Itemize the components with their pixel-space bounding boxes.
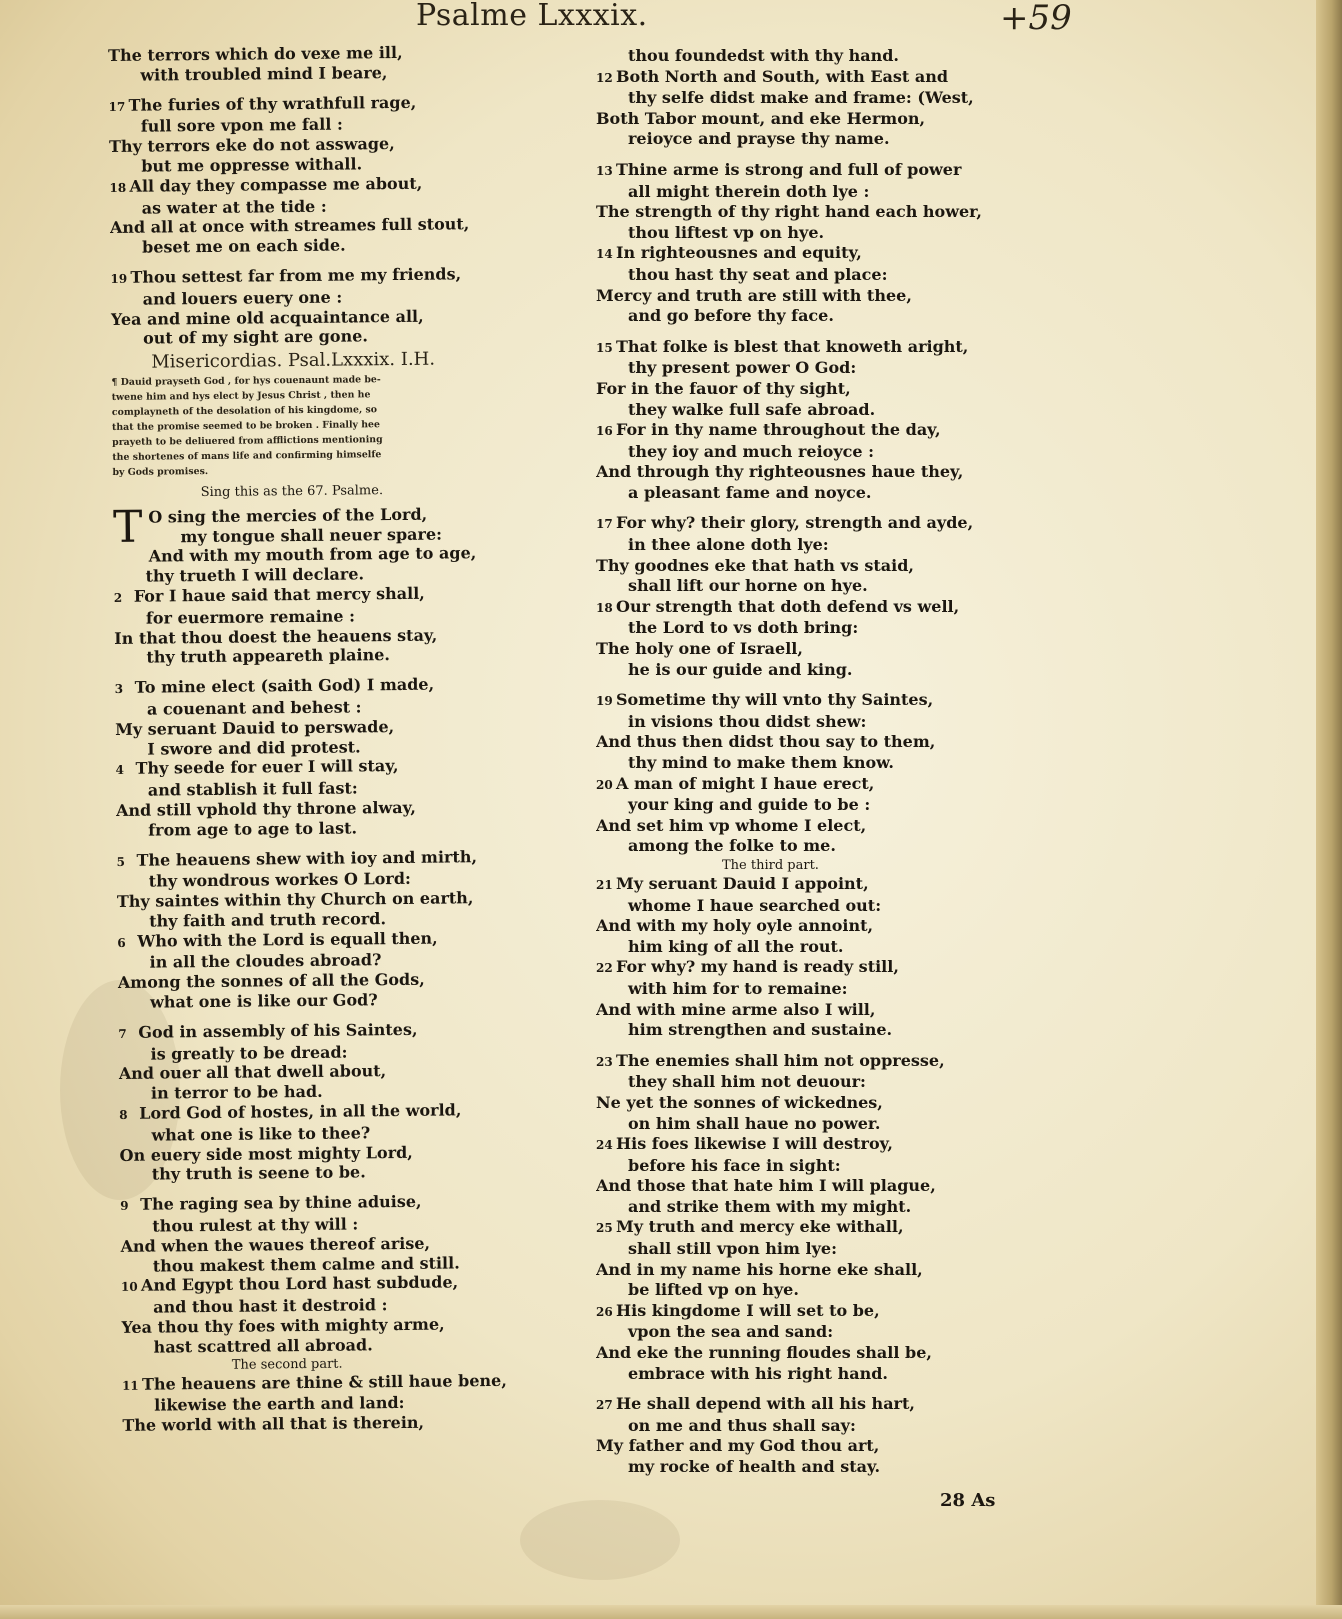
running-title: Psalme Lxxxix. (416, 0, 648, 33)
verse-text: O sing the mercies of the Lord, (148, 504, 428, 527)
drop-capital: T (112, 501, 143, 553)
verse-number: 21 (596, 877, 613, 892)
text-line: Yea and mine old acquaintance all, (110, 306, 424, 329)
text-line: Mercy and truth are still with thee, (596, 285, 912, 305)
text-line: On euery side most mighty Lord, (119, 1142, 413, 1165)
text-line: on me and thus shall say: (628, 1415, 856, 1435)
verse-number: 14 (596, 247, 613, 262)
verse-number: 6 (117, 935, 126, 950)
argument-line: the shortenes of mans life and confirming himselfe (112, 449, 382, 463)
text-line: before his face in sight: (628, 1155, 841, 1175)
text-line: my rocke of health and stay. (628, 1457, 881, 1476)
text-line: thy present power O God: (628, 358, 857, 378)
text-line: For in the fauor of thy sight, (596, 378, 851, 398)
verse-text: In righteousnes and equity, (616, 243, 862, 263)
text-line: thy mind to make them know. (628, 753, 894, 772)
text-line: with troubled mind I beare, (140, 62, 388, 85)
page-header (0, 0, 1342, 40)
text-line: my tongue shall neuer spare: (180, 524, 443, 546)
text-line: And thus then didst thou say to them, (596, 732, 936, 752)
text-line: And set him vp whome I elect, (596, 815, 867, 835)
text-line: him king of all the rout. (628, 936, 844, 956)
text-line: in visions thou didst shew: (628, 711, 867, 731)
verse-text: A man of might I haue erect, (616, 773, 875, 793)
text-line: The strength of thy right hand each hower, (596, 202, 982, 222)
argument-line: by Gods promises. (112, 465, 209, 478)
text-line: be lifted vp on hye. (628, 1280, 799, 1300)
argument-line: complayneth of the desolation of his kingdome, so (111, 404, 378, 418)
verse-number: 8 (119, 1107, 128, 1123)
argument-line: prayeth to be deliuered from afflictions mentioning (112, 434, 383, 448)
verse-text: All day they compasse me about, (129, 173, 423, 196)
part-heading: The second part. (231, 1356, 343, 1373)
catchword: 28 As (940, 1490, 996, 1511)
text-line: your king and guide to be : (628, 795, 871, 815)
verse-text: His kingdome I will set to be, (616, 1300, 880, 1320)
text-line: he is our guide and king. (628, 659, 853, 679)
text-line: they ioy and much reioyce : (628, 441, 875, 461)
text-line: And when the waues thereof arise, (120, 1233, 431, 1256)
text-line: thou makest them calme and still. (152, 1253, 460, 1276)
argument-line: that the promise seemed to be broken . Finally hee (111, 419, 381, 433)
verse-number: 5 (116, 854, 125, 869)
text-line: but me oppresse withall. (141, 154, 363, 176)
text-line: Thy goodnes eke that hath vs staid, (596, 555, 914, 575)
text-line: all might therein doth lye : (628, 181, 870, 201)
verse-number: 25 (596, 1221, 613, 1236)
verse-text: God in assembly of his Saintes, (138, 1019, 418, 1042)
text-line: Ne yet the sonnes of wickednes, (596, 1092, 883, 1112)
verse-text: He shall depend with all his hart, (616, 1394, 915, 1414)
text-line: and go before thy face. (628, 306, 834, 326)
text-line: the Lord to vs doth bring: (628, 618, 859, 638)
text-line: Thy terrors eke do not asswage, (108, 134, 395, 157)
text-line: And with mine arme also I will, (596, 999, 876, 1019)
text-line: thy trueth I will declare. (145, 564, 365, 586)
verse-text: The enemies shall him not oppresse, (616, 1050, 945, 1070)
argument-line: twene him and hys elect by Jesus Christ , then he (111, 389, 371, 403)
verse-text: My truth and mercy eke withall, (616, 1217, 904, 1237)
paper-stain (520, 1500, 680, 1580)
text-line: vpon the sea and sand: (628, 1322, 834, 1342)
stanza-gap (596, 1041, 1056, 1051)
verse-number: 15 (596, 340, 613, 355)
part-heading: The third part. (722, 857, 819, 873)
text-line: thou foundedst with thy hand. (628, 46, 899, 65)
text-line: and strike them with my might. (628, 1196, 912, 1216)
text-line: thy selfe didst make and frame: (West, (628, 88, 974, 108)
text-line: on him shall haue no power. (628, 1113, 881, 1133)
verse-line (596, 874, 1056, 896)
text-line: And in my name his horne eke shall, (596, 1259, 923, 1279)
folio-number: +59 (1000, 0, 1072, 38)
text-line: for euermore remaine : (145, 606, 356, 628)
verse-line (596, 1301, 1056, 1323)
text-line: thy truth appeareth plaine. (146, 645, 391, 667)
verse-number: 3 (114, 682, 124, 697)
verse-text: Thou settest far from me my friends, (130, 264, 462, 287)
verse-number: 24 (596, 1138, 613, 1153)
verse-line (119, 1100, 519, 1126)
text-line: they shall him not deuour: (628, 1072, 866, 1092)
text-line: thou liftest vp on hye. (628, 222, 825, 242)
verse-line (116, 846, 516, 872)
text-line: My father and my God thou art, (596, 1436, 880, 1456)
verse-text: Thy seede for euer I will stay, (135, 756, 399, 779)
tune-direction: Sing this as the 67. Psalme. (200, 483, 384, 501)
verse-text: Our strength that doth defend vs well, (616, 596, 960, 616)
verse-text: Lord God of hostes, in all the world, (139, 1100, 462, 1123)
text-line: embrace with his right hand. (628, 1363, 888, 1383)
text-line: and stablish it full fast: (147, 778, 358, 800)
verse-text: The heauens shew with ioy and mirth, (136, 846, 478, 870)
verse-line (596, 957, 1056, 979)
verse-line (596, 774, 1056, 796)
text-line: as water at the tide : (141, 196, 327, 218)
text-line: shall lift our horne on hye. (628, 576, 868, 596)
verse-number: 16 (596, 424, 613, 439)
stanza-gap (596, 1384, 1056, 1394)
text-line: thy truth is seene to be. (151, 1162, 366, 1185)
verse-text: And Egypt thou Lord hast subdude, (140, 1272, 459, 1296)
verse-number: 18 (109, 180, 127, 195)
text-line: Both Tabor mount, and eke Hermon, (596, 108, 926, 128)
verse-text: His foes likewise I will destroy, (616, 1134, 893, 1154)
text-line: what one is like to thee? (151, 1123, 371, 1145)
verse-number: 4 (115, 763, 125, 778)
text-line: And those that hate him I will plague, (596, 1176, 936, 1196)
argument-line: ¶ Dauid prayseth God , for hys couenaunt made be- (111, 374, 381, 388)
verse-number: 20 (596, 777, 613, 792)
verse-line (596, 1394, 1056, 1416)
text-line: among the folke to me. (628, 836, 836, 856)
verse-number: 26 (596, 1304, 613, 1319)
text-line: hast scattred all abroad. (153, 1335, 373, 1357)
text-line: is greatly to be dread: (150, 1042, 348, 1064)
text-line: what one is like our God? (149, 990, 378, 1012)
text-line: And through thy righteousnes haue they, (596, 462, 964, 482)
verse-text: The raging sea by thine aduise, (140, 1192, 422, 1214)
text-line: and thou hast it destroid : (153, 1295, 388, 1317)
text-line: And all at once with streames full stout, (109, 214, 470, 238)
text-line: full sore vpon me fall : (140, 114, 343, 137)
stanza-gap (596, 150, 1056, 160)
verse-number: 17 (596, 517, 613, 532)
verse-text: Who with the Lord is equall then, (137, 928, 438, 951)
text-line: in terror to be had. (150, 1082, 323, 1103)
verse-text: For why? my hand is ready still, (616, 957, 899, 977)
stanza-gap (596, 327, 1056, 337)
text-line: And ouer all that dwell about, (118, 1061, 387, 1084)
text-line: thy wondrous workes O Lord: (148, 869, 411, 891)
verse-number: 11 (121, 1378, 139, 1393)
verse-line (596, 337, 1056, 359)
verse-number: 23 (596, 1054, 613, 1069)
verse-line (596, 243, 1056, 265)
text-line: The holy one of Israell, (596, 639, 803, 659)
page-edge (1316, 0, 1342, 1619)
verse-line (596, 1134, 1056, 1156)
text-line: thy faith and truth record. (149, 909, 387, 931)
verse-text: For in thy name throughout the day, (616, 420, 941, 440)
verse-line (596, 1217, 1056, 1239)
verse-number: 19 (596, 694, 613, 709)
stanza-gap (596, 503, 1056, 513)
verse-line (596, 690, 1056, 712)
text-line: with him for to remaine: (628, 978, 848, 998)
verse-number: 22 (596, 961, 613, 976)
verse-number: 17 (108, 99, 126, 114)
verse-number: 12 (596, 70, 613, 85)
psalm-heading: Misericordias. Psal.Lxxxix. I.H. (151, 348, 436, 373)
text-line: Thy saintes within thy Church on earth, (116, 888, 474, 912)
verse-number: 2 (113, 590, 123, 605)
verse-number: 7 (118, 1026, 127, 1041)
text-line: reioyce and prayse thy name. (628, 129, 890, 149)
verse-number: 18 (596, 600, 613, 615)
text-line: from age to age to last. (148, 818, 358, 840)
stanza-gap (596, 680, 1056, 690)
verse-text: Sometime thy will vnto thy Saintes, (616, 690, 934, 710)
text-line: and louers euery one : (142, 287, 343, 309)
verse-text: That folke is blest that knoweth aright, (616, 336, 969, 356)
text-line: him strengthen and sustaine. (628, 1020, 893, 1040)
verse-text: For why? their glory, strength and ayde, (616, 513, 974, 533)
verse-line (596, 597, 1056, 619)
text-line: In that thou doest the heauens stay, (114, 625, 438, 648)
verse-number: 10 (120, 1280, 138, 1295)
text-line: out of my sight are gone. (142, 326, 368, 349)
text-line: Yea thou thy foes with mighty arme, (121, 1314, 445, 1337)
text-line: And still vphold thy throne alway, (115, 797, 417, 820)
text-line: whome I haue searched out: (628, 895, 882, 915)
text-line: beset me on each side. (142, 235, 346, 257)
text-line: in all the cloudes abroad? (149, 950, 382, 973)
verse-number: 9 (120, 1199, 129, 1214)
text-line: they walke full safe abroad. (628, 399, 876, 419)
text-line: And with my mouth from age to age, (148, 543, 477, 566)
text-line: And eke the running floudes shall be, (596, 1343, 932, 1363)
text-line: thou rulest at thy will : (152, 1214, 359, 1236)
verse-text: Both North and South, with East and (616, 66, 949, 86)
verse-text: Thine arme is strong and full of power (616, 159, 962, 179)
text-line: a couenant and behest : (146, 697, 362, 719)
text-line: Among the sonnes of all the Gods, (117, 970, 425, 993)
verse-line (596, 513, 1056, 535)
page-edge-bottom (0, 1605, 1342, 1619)
verse-line (596, 160, 1056, 182)
verse-text: The furies of thy wrathfull rage, (128, 92, 417, 115)
verse-text: To mine elect (saith God) I made, (134, 674, 435, 697)
right-column (596, 46, 1056, 1478)
verse-number: 27 (596, 1398, 613, 1413)
text-line: shall still vpon him lye: (628, 1239, 837, 1259)
verse-text: My seruant Dauid I appoint, (616, 873, 869, 893)
left-column (108, 42, 523, 1436)
text-line: likewise the earth and land: (154, 1393, 405, 1416)
text-line: The world with all that is therein, (122, 1412, 425, 1436)
text-line: My seruant Dauid to perswade, (115, 716, 395, 739)
text-line: And with my holy oyle annoint, (596, 916, 874, 936)
text-line: a pleasant fame and noyce. (628, 482, 872, 502)
verse-number: 13 (596, 163, 613, 178)
verse-number: 19 (110, 271, 128, 286)
verse-line (596, 1051, 1056, 1073)
verse-line (596, 67, 1056, 89)
text-line: The terrors which do vexe me ill, (108, 42, 403, 65)
verse-text: The heauens are thine & still haue bene, (141, 1370, 507, 1394)
verse-text: For I haue said that mercy shall, (133, 583, 425, 606)
text-line: thou hast thy seat and place: (628, 264, 888, 284)
text-line: I swore and did protest. (147, 736, 361, 759)
verse-line (596, 420, 1056, 442)
verse-line (110, 264, 510, 290)
text-line: in thee alone doth lye: (628, 535, 829, 555)
